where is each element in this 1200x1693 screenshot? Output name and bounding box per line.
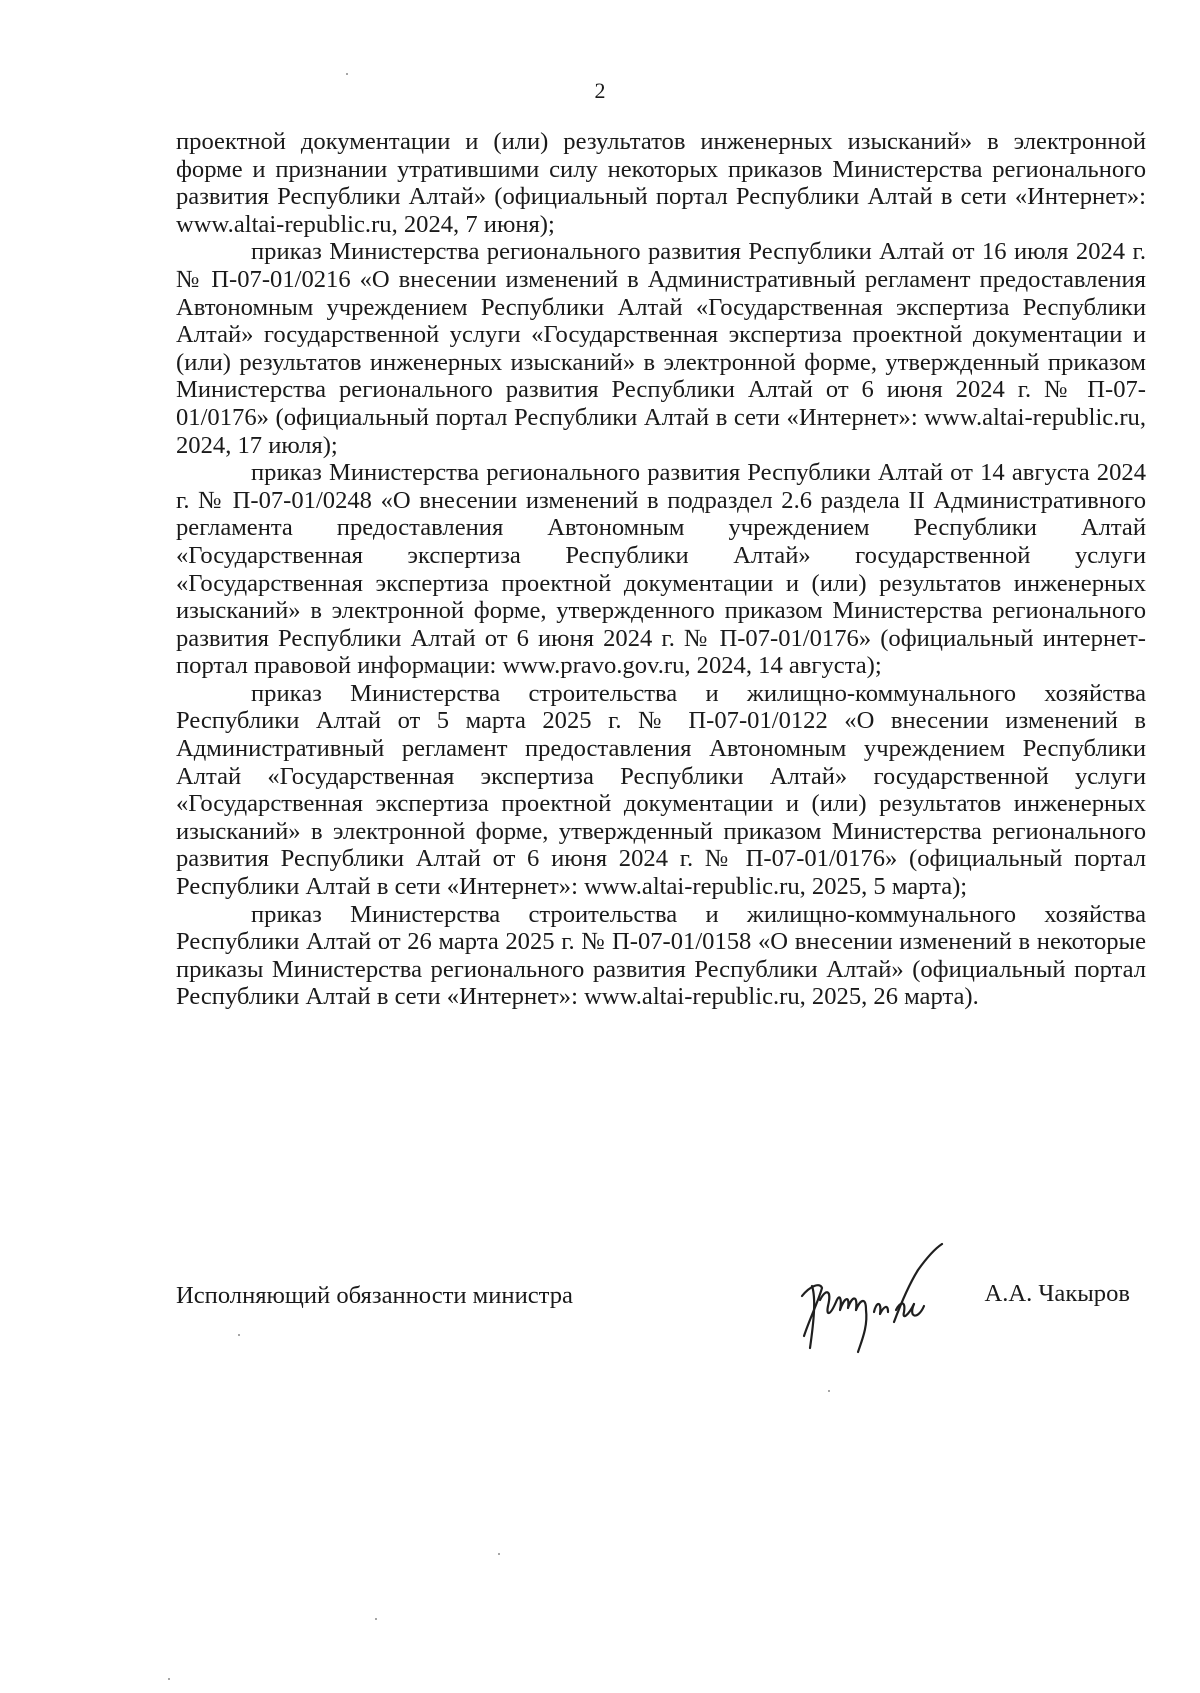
paragraph-order-0216: приказ Министерства регионального развития Республики Алтай от 16 июля 2024 г. № П-07-01/0216 «О внесении изменений в Административный регламент предоставления Автономным учреждением Республики Алтай «Государственная экспертиза Республики Алтай» государственной услуги «Государственная экспертиза проектной документации и (или) результатов инженерных изысканий» в электронной форме, утвержденный приказом Министерства регионального развития Республики Алтай от 6 июня 2024 г. № П-07-01/0176» (официальный портал Республики Алтай в сети «Интернет»: www.altai-republic.ru, 2024, 17 июля); xyxy=(176,238,1146,459)
paragraph-order-0248: приказ Министерства регионального развития Республики Алтай от 14 августа 2024 г. № П-07-01/0248 «О внесении изменений в подраздел 2.6 раздела II Административного регламента предоставления Автономным учреждением Республики Алтай «Государственная экспертиза Республики Алтай» государственной услуги «Государственная экспертиза проектной документации и (или) результатов инженерных изысканий» в электронной форме, утвержденного приказом Министерства регионального развития Республики Алтай от 6 июня 2024 г. № П-07-01/0176» (официальный интернет-портал правовой информации: www.pravo.gov.ru, 2024, 14 августа); xyxy=(176,459,1146,680)
scan-speck xyxy=(238,1334,240,1336)
page-number: 2 xyxy=(594,78,606,103)
signature-block xyxy=(176,1240,1146,1360)
paragraph-continuation: проектной документации и (или) результатов инженерных изысканий» в электронной форме и признании утратившими силу некоторых приказов Министерства регионального развития Республики Алтай» (официальный портал Республики Алтай в сети «Интернет»: www.altai-republic.ru, 2024, 7 июня); xyxy=(176,128,1146,238)
document-body xyxy=(176,128,1146,1011)
paragraph-order-0122: приказ Министерства строительства и жилищно-коммунального хозяйства Республики Алтай от 5 марта 2025 г. № П-07-01/0122 «О внесении изменений в Административный регламент предоставления Автономным учреждением Республики Алтай «Государственная экспертиза Республики Алтай» государственной услуги «Государственная экспертиза проектной документации и (или) результатов инженерных изысканий» в электронной форме, утвержденный приказом Министерства регионального развития Республики Алтай от 6 июня 2024 г. № П-07-01/0176» (официальный портал Республики Алтай в сети «Интернет»: www.altai-republic.ru, 2025, 5 марта); xyxy=(176,679,1146,901)
scan-speck xyxy=(168,1678,170,1680)
scan-speck xyxy=(828,1390,830,1392)
handwritten-signature xyxy=(796,1240,966,1355)
scan-speck xyxy=(375,1618,377,1620)
signer-title: Исполняющий обязанности министра xyxy=(176,1282,573,1309)
paragraph-order-0158: приказ Министерства строительства и жилищно-коммунального хозяйства Республики Алтай от 26 марта 2025 г. № П-07-01/0158 «О внесении изменений в некоторые приказы Министерства регионального развития Республики Алтай» (официальный портал Республики Алтай в сети «Интернет»: www.altai-republic.ru, 2025, 26 марта). xyxy=(176,900,1146,1011)
signer-name: А.А. Чакыров xyxy=(984,1280,1130,1307)
scan-speck xyxy=(498,1553,500,1555)
scan-speck xyxy=(346,73,348,75)
